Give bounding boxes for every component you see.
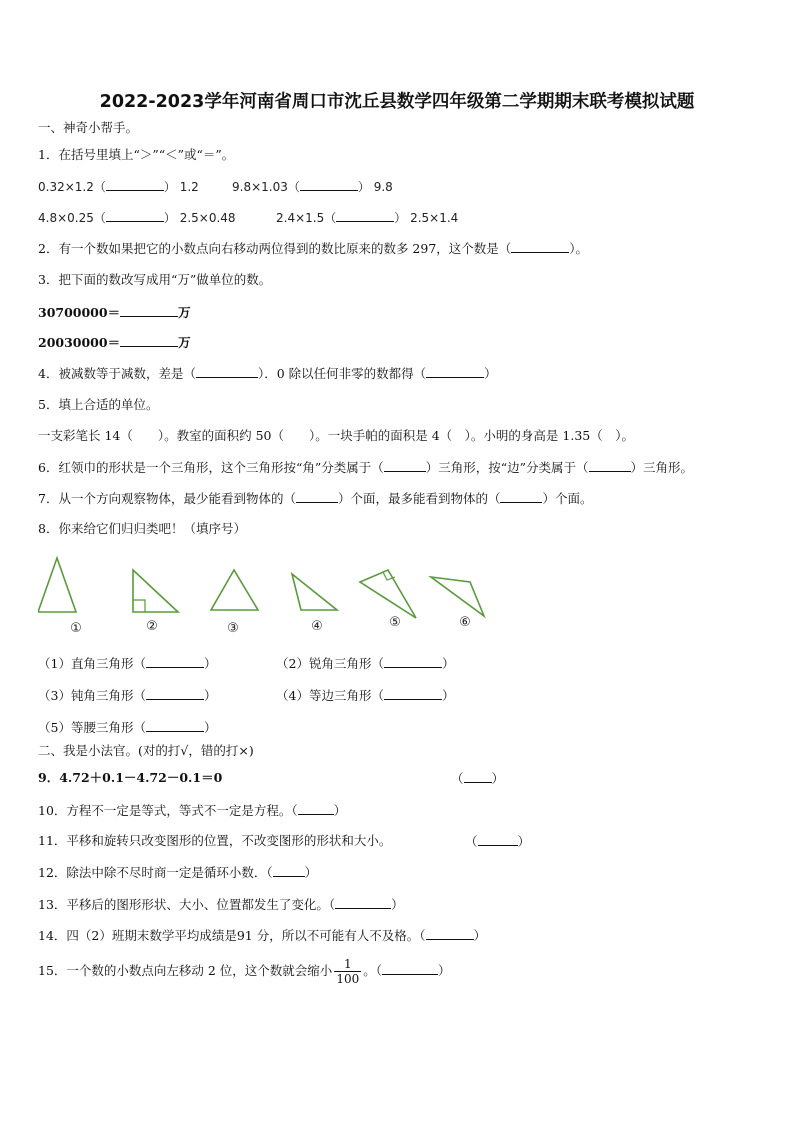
q14 xyxy=(38,927,486,944)
q3-b xyxy=(38,334,191,351)
q11-blank[interactable] xyxy=(478,833,518,846)
q9-paren-open: （ xyxy=(451,771,464,786)
q3-stem: 3．把下面的数改写成用“万”做单位的数。 xyxy=(38,272,272,287)
q7 xyxy=(38,490,593,507)
q11-answer xyxy=(465,833,530,850)
q7-blank-1[interactable] xyxy=(296,490,338,503)
q14-close: ） xyxy=(473,928,487,943)
q11-paren-open: （ xyxy=(465,834,478,849)
triangle-label-6: ⑥ xyxy=(459,615,471,630)
q2-text: 2．有一个数如果把它的小数点向右移动两位得到的数比原来的数多 297，这个数是（ xyxy=(38,241,512,256)
q3-a-unit: 万 xyxy=(178,305,191,320)
q8-cat-3-close: ） xyxy=(203,688,217,703)
q8-cat-1-label: （1）直角三角形（ xyxy=(38,656,146,671)
q14-text: 14．四（2）班期末数学平均成绩是91 分，所以不可能有人不及格。（ xyxy=(38,928,426,943)
triangle-4 xyxy=(292,574,337,610)
q1-item-3-right: 2.5×0.48 xyxy=(179,211,236,225)
triangle-1 xyxy=(38,558,76,612)
q1-item-4-close: ） xyxy=(394,211,407,225)
triangle-3 xyxy=(211,570,258,610)
q8-cat-5-blank[interactable] xyxy=(146,719,204,732)
q12 xyxy=(38,864,317,881)
q1-item-1-right: 1.2 xyxy=(179,180,199,194)
q8-cat-1 xyxy=(38,655,216,672)
q3-b-blank[interactable] xyxy=(120,334,178,347)
q4-blank-1[interactable] xyxy=(196,365,258,378)
q12-blank[interactable] xyxy=(273,864,305,877)
q6-blank-1[interactable] xyxy=(384,459,426,472)
q3-a-blank[interactable] xyxy=(120,304,178,317)
q7-part-b: ）个面，最多能看到物体的（ xyxy=(337,491,501,506)
q8-cat-1-blank[interactable] xyxy=(146,655,204,668)
q8-cat-4-label: （4）等边三角形（ xyxy=(276,688,384,703)
q8-cat-2-label: （2）锐角三角形（ xyxy=(276,656,384,671)
q15-end: 。（ xyxy=(363,963,382,978)
section-1-heading: 一、神奇小帮手。 xyxy=(38,120,139,135)
q1-item-1-close: ） xyxy=(163,180,176,194)
q4-part-a: 4．被减数等于减数，差是（ xyxy=(38,366,196,381)
q8-cat-3-blank[interactable] xyxy=(146,687,204,700)
q13-close: ） xyxy=(391,897,404,912)
q8-cat-1-close: ） xyxy=(203,656,217,671)
q10-close: ） xyxy=(333,803,347,818)
q8-cat-4-close: ） xyxy=(441,688,455,703)
q1-stem: 1．在括号里填上“＞”“＜”或“＝”。 xyxy=(38,147,235,162)
q10-blank[interactable] xyxy=(298,802,334,815)
triangle-label-5: ⑤ xyxy=(389,615,401,630)
q12-close: ） xyxy=(304,865,318,880)
q15-blank[interactable] xyxy=(382,962,438,975)
q8-cat-5-close: ） xyxy=(203,720,217,735)
q6-part-a: 6．红领巾的形状是一个三角形，这个三角形按“角”分类属于（ xyxy=(38,460,384,475)
q3-a xyxy=(38,304,191,321)
q1-item-1-left: 0.32×1.2（ xyxy=(38,180,106,194)
q1-item-4-right: 2.5×1.4 xyxy=(410,211,459,225)
q9-text: 9．4.72＋0.1－4.72－0.1＝0 xyxy=(38,770,223,785)
q3-b-unit: 万 xyxy=(178,335,191,350)
q8-cat-3-label: （3）钝角三角形（ xyxy=(38,688,146,703)
q15-fraction-numerator: 1 xyxy=(334,957,361,972)
triangles-figure xyxy=(38,552,538,642)
q1-item-2 xyxy=(232,178,393,195)
q1-item-1-blank[interactable] xyxy=(106,178,164,191)
q1-item-4-blank[interactable] xyxy=(336,209,394,222)
q13-blank[interactable] xyxy=(335,896,391,909)
q1-item-3-close: ） xyxy=(163,211,176,225)
q8-cat-5-label: （5）等腰三角形（ xyxy=(38,720,146,735)
q7-part-c: ）个面。 xyxy=(542,491,593,506)
q1-item-4-left: 2.4×1.5（ xyxy=(276,211,337,225)
q6-part-c: ）三角形。 xyxy=(630,460,694,475)
q5-stem: 5．填上合适的单位。 xyxy=(38,397,159,412)
q6 xyxy=(38,459,693,476)
q8-cat-4 xyxy=(276,687,454,704)
q8-cat-2 xyxy=(276,655,454,672)
q10 xyxy=(38,802,346,819)
q8-cat-5 xyxy=(38,719,216,736)
triangle-label-4: ④ xyxy=(311,619,323,634)
q4 xyxy=(38,365,497,382)
q1-item-4 xyxy=(276,209,458,226)
triangle-2 xyxy=(133,570,178,612)
triangle-2-right-angle-mark xyxy=(133,600,145,612)
q10-text: 10．方程不一定是等式，等式不一定是方程。（ xyxy=(38,803,298,818)
q7-part-a: 7．从一个方向观察物体，最少能看到物体的（ xyxy=(38,491,296,506)
q11-paren-close: ） xyxy=(517,834,531,849)
q1-item-2-close: ） xyxy=(357,180,370,194)
q6-part-b: ）三角形，按“边”分类属于（ xyxy=(425,460,589,475)
triangle-label-2: ② xyxy=(146,619,158,634)
q2 xyxy=(38,240,588,257)
q5-text: 一支彩笔长 14（ ）。教室的面积约 50（ ）。一块手帕的面积是 4（ ）。小明的身高是 1.35（ ）。 xyxy=(38,428,634,443)
q13-text: 13．平移后的图形形状、大小、位置都发生了变化。（ xyxy=(38,897,336,912)
q1-item-2-left: 9.8×1.03（ xyxy=(232,180,300,194)
q8-stem: 8．你来给它们归归类吧！（填序号） xyxy=(38,521,246,536)
q11-text: 11．平移和旋转只改变图形的位置，不改变图形的形状和大小。 xyxy=(38,833,392,848)
q12-text: 12．除法中除不尽时商一定是循环小数．（ xyxy=(38,865,273,880)
q1-item-3-left: 4.8×0.25（ xyxy=(38,211,106,225)
q15-close: ） xyxy=(437,963,451,978)
q3-a-text: 30700000＝ xyxy=(38,305,121,320)
triangle-5 xyxy=(360,570,416,618)
q13 xyxy=(38,896,404,913)
q1-item-3-blank[interactable] xyxy=(106,209,164,222)
q7-blank-2[interactable] xyxy=(500,490,542,503)
q8-cat-2-blank[interactable] xyxy=(384,655,442,668)
q14-blank[interactable] xyxy=(426,927,474,940)
q1-item-1 xyxy=(38,178,199,195)
q3-b-text: 20030000＝ xyxy=(38,335,121,350)
q4-part-c: ） xyxy=(484,366,497,381)
q4-blank-2[interactable] xyxy=(426,365,484,378)
q6-blank-2[interactable] xyxy=(589,459,631,472)
q9-paren-close: ） xyxy=(491,771,505,786)
section-2-heading: 二、我是小法官。(对的打√，错的打×) xyxy=(38,743,254,758)
q9-blank[interactable] xyxy=(464,770,492,783)
q15-text: 15．一个数的小数点向左移动 2 位，这个数就会缩小 xyxy=(38,963,333,978)
triangle-label-1: ① xyxy=(70,621,82,636)
q1-item-2-right: 9.8 xyxy=(373,180,393,194)
q2-blank[interactable] xyxy=(511,240,569,253)
q8-cat-2-close: ） xyxy=(441,656,455,671)
q2-end: ）。 xyxy=(569,241,589,256)
q15 xyxy=(38,954,451,988)
q4-part-b: ）．0 除以任何非零的数都得（ xyxy=(257,366,427,381)
triangle-6 xyxy=(431,577,484,616)
q8-cat-3 xyxy=(38,687,216,704)
q8-cat-4-blank[interactable] xyxy=(384,687,442,700)
q1-item-3 xyxy=(38,209,236,226)
q9-answer xyxy=(451,770,504,787)
page-title: 2022-2023学年河南省周口市沈丘县数学四年级第二学期期末联考模拟试题 xyxy=(99,92,695,112)
triangle-label-3: ③ xyxy=(227,621,239,636)
q15-fraction xyxy=(334,957,361,986)
q1-item-2-blank[interactable] xyxy=(300,178,358,191)
q15-fraction-denominator: 100 xyxy=(336,972,360,986)
